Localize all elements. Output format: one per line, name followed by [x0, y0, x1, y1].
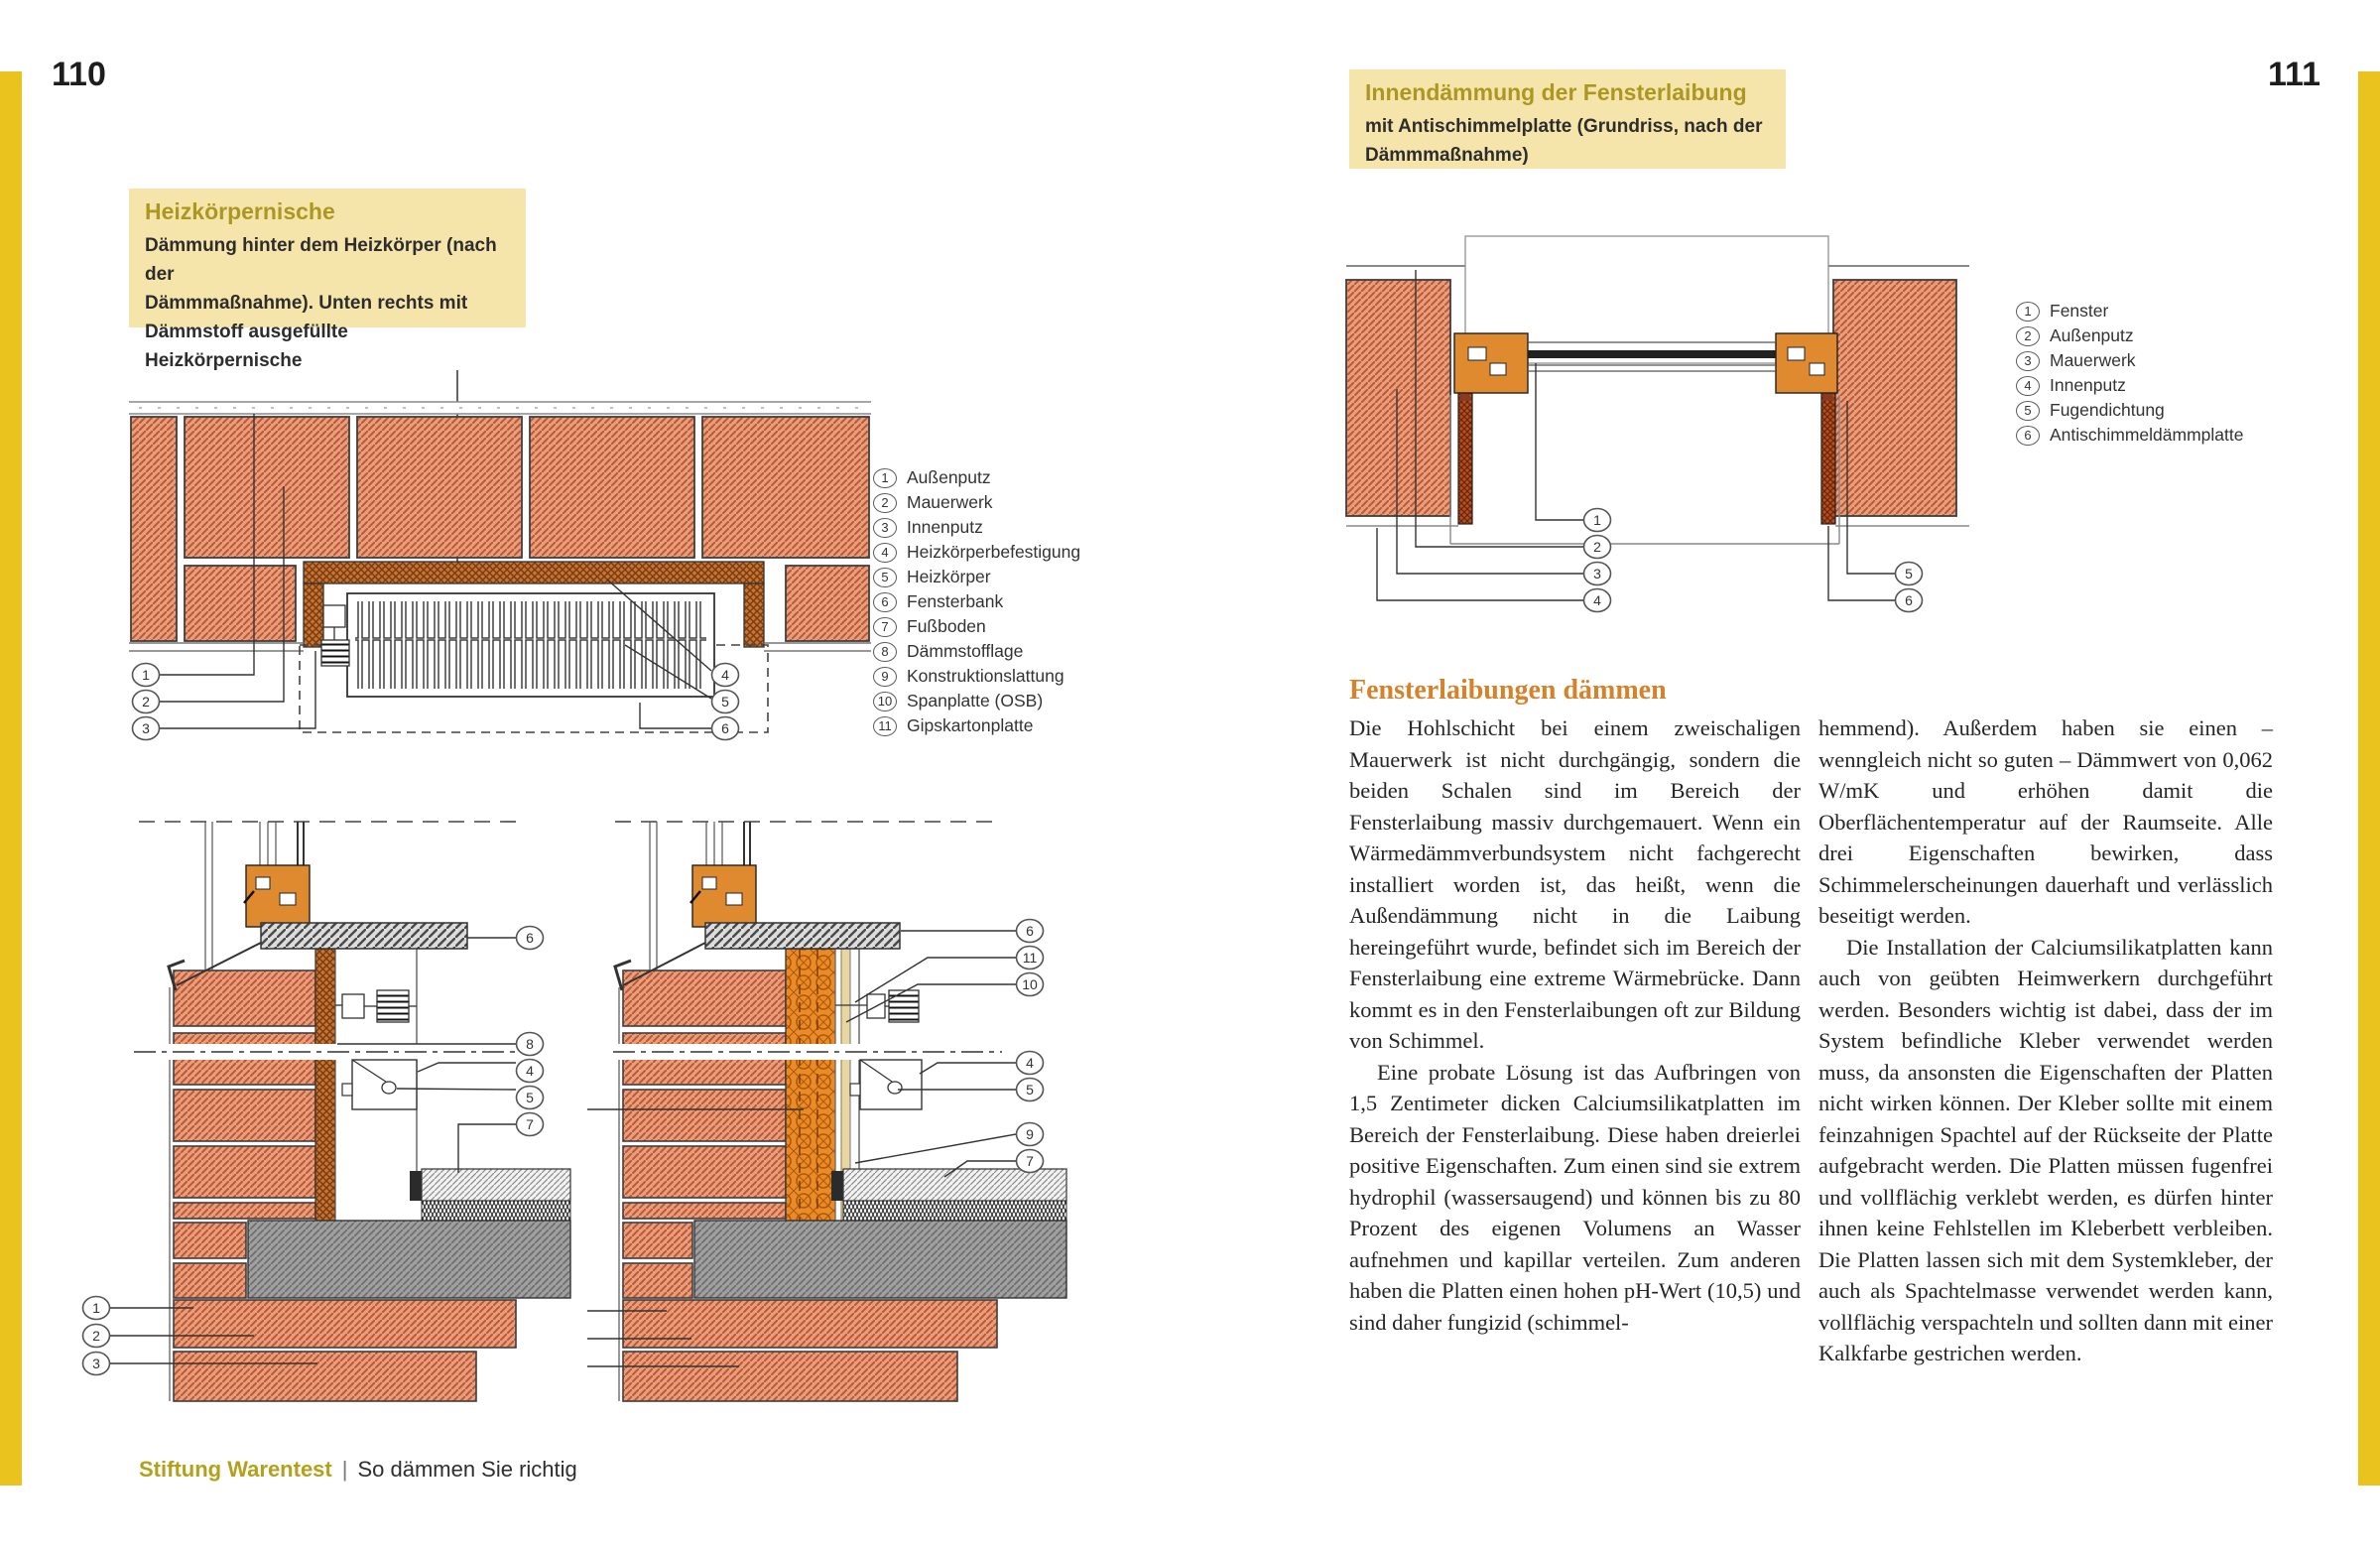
page-number-right: 111	[2268, 56, 2320, 93]
break-line	[134, 1044, 516, 1060]
footer-book-title: So dämmen Sie richtig	[357, 1457, 577, 1482]
diagram-radiator-niche-plan	[124, 362, 878, 749]
callout-number: 2	[142, 693, 150, 710]
legend-label: Antischimmeldämmplatte	[2050, 425, 2244, 445]
outer-plaster-band	[129, 402, 871, 414]
caption-line: Dämmstoff ausgefüllte Heizkörpernische	[145, 322, 348, 371]
caption-line: Dämmmaßnahme). Unten rechts mit	[145, 293, 468, 314]
paragraph: Die Hohlschicht bei einem zweischaligen Mauerwerk ist nicht durchgängig, sondern die beiden Schalen sind im Bereich der Fensterlaibung massiv durchgemauert. Wenn ein Wärmedämmverbundsystem nicht fachgerecht installiert worden ist, das heißt, wenn die Außendämmung nicht in die Laibung hereingeführt wurde, befindet sich im Bereich der Fensterlaibung eine extreme Wärmebrücke. Dann kommt es in den Fensterlaibungen oft zur Bildung von Schimmel.	[1349, 715, 1801, 1053]
paragraph: hemmend). Außerdem haben sie einen – wenngleich nicht so guten – Dämmwert von 0,062 W/mK und erhöhen damit die Oberflächentemperatur auf der Raumseite. Alle drei Eigenschaften bewirken, dass Schimmelerscheinungen dauerhaft und verlässlich beseitigt werden.	[1818, 715, 2273, 928]
legend-label: Heizkörper	[907, 567, 991, 586]
legend-number: 7	[873, 617, 897, 637]
masonry-below	[174, 1300, 516, 1401]
caption-line: mit Antischimmelplatte (Grundriss, nach der	[1365, 116, 1763, 137]
callout-number: 6	[526, 929, 534, 946]
callout-number: 4	[526, 1062, 534, 1079]
legend-number: 8	[873, 642, 897, 662]
legend-label: Dämmstofflage	[907, 641, 1024, 661]
legend-label: Innenputz	[907, 517, 983, 537]
callout-number: 4	[721, 666, 729, 683]
callout-number: 5	[721, 693, 729, 710]
legend-item	[2016, 398, 2243, 423]
legend-number: 3	[873, 518, 897, 538]
window-frame	[244, 865, 310, 927]
legend-item	[873, 515, 1080, 540]
legend-item	[873, 664, 1080, 689]
legend-number: 9	[873, 667, 897, 687]
callout-number: 9	[1026, 1125, 1034, 1142]
legend-right-page	[2016, 299, 2243, 448]
legend-number: 1	[2016, 302, 2040, 322]
caption-title: Heizkörpernische	[145, 198, 335, 224]
legend-item	[873, 689, 1080, 713]
callout-circles	[1584, 509, 1923, 612]
footer-separator: |	[341, 1457, 348, 1482]
legend-label: Mauerwerk	[907, 492, 993, 512]
callout-number: 7	[526, 1115, 534, 1132]
paragraph: Eine probate Lösung ist das Aufbringen von 1,5 Zentimeter dicken Calciumsilikatplatten im Bereich der Fensterlaibung. Diese haben dreierlei positive Eigenschaften. Zum einen sind sie extrem hydrophil (wassersaugend) und können bis zu 80 Prozent des eigenen Volumens an Wasser aufnehmen und kapillar verteilen. Zum anderen haben die Platten einen hohen pH-Wert (10,5) und sind daher fungizid (schimmel-	[1349, 1059, 1801, 1335]
callout-number: 11	[1022, 949, 1038, 966]
radiator-valve	[335, 990, 417, 1022]
accent-bar-right	[2358, 71, 2380, 1486]
callout-number: 1	[1593, 511, 1601, 528]
caption-title: Innendämmung der Fensterlaibung	[1365, 79, 1747, 105]
legend-label: Mauerwerk	[2050, 350, 2136, 370]
caption-box-window-reveal	[1349, 69, 1786, 169]
legend-item	[2016, 348, 2243, 373]
antimold-plates	[1458, 387, 1835, 524]
legend-item	[2016, 299, 2243, 323]
legend-number: 1	[873, 468, 897, 488]
legend-label: Außenputz	[907, 467, 991, 487]
callout-number: 3	[92, 1355, 100, 1371]
legend-item	[2016, 373, 2243, 398]
legend-number: 4	[873, 543, 897, 563]
callout-number: 6	[1026, 922, 1034, 939]
radiator-bracket-plate	[850, 1060, 922, 1109]
page-number-left: 110	[52, 56, 106, 93]
callout-number: 4	[1593, 591, 1601, 608]
accent-bar-left	[0, 71, 22, 1486]
callout-number: 2	[92, 1327, 100, 1344]
caption-line: Dämmmaßnahme)	[1365, 145, 1529, 166]
legend-number: 5	[873, 568, 897, 587]
radiator-bracket-plate	[342, 1060, 417, 1109]
legend-label: Innenputz	[2050, 375, 2126, 395]
legend-number: 2	[2016, 326, 2040, 346]
callout-number: 1	[92, 1299, 100, 1316]
legend-item	[2016, 423, 2243, 448]
callout-number: 5	[526, 1089, 534, 1105]
masonry-below	[623, 1300, 997, 1401]
radiator	[347, 593, 714, 697]
callout-number: 3	[142, 719, 150, 736]
callout-number: 10	[1022, 975, 1038, 992]
legend-label: Außenputz	[2050, 325, 2134, 345]
legend-item	[873, 540, 1080, 565]
caption-box-radiator-niche	[129, 189, 526, 371]
legend-label: Spanplatte (OSB)	[907, 691, 1044, 711]
legend-number: 10	[873, 692, 897, 711]
callout-number: 7	[1026, 1152, 1034, 1169]
paragraph: Die Installation der Calciumsilikatplatten kann auch von geübten Heimwerkern durchgeführt werden. Besonders wichtig ist dabei, dass der im System befindliche Kleber verwendet werden muss, da ansonsten die Eigenschaften der Platten nicht wirken können. Der Kleber sollte mit einem feinzahnigen Spachtel auf der Rückseite der Platte aufgebracht werden. Die Platten müssen fugenfrei und vollflächig verklebt werden, es dürfen hinter ihnen keine Fehlstellen im Kleberbett verbleiben. Die Platten lassen sich mit dem Systemkleber, der auch als Spachtelmasse verwendet werden kann, vollflächig verspachteln und sollten dann mit einer Kalkfarbe gestrichen werden.	[1818, 934, 2273, 1365]
article-heading: Fensterlaibungen dämmen	[1349, 675, 1667, 706]
page-footer	[139, 1457, 577, 1483]
legend-label: Konstruktionslattung	[907, 666, 1065, 686]
diagram-section-after	[585, 814, 1071, 1419]
legend-item	[873, 490, 1080, 515]
legend-number: 6	[2016, 426, 2040, 446]
window-frame	[690, 865, 756, 927]
callout-number: 1	[142, 666, 150, 683]
legend-label: Fugendichtung	[2050, 400, 2165, 420]
caption-line: Dämmung hinter dem Heizkörper (nach der	[145, 235, 497, 285]
legend-label: Gipskartonplatte	[907, 715, 1034, 735]
article-column-1	[1349, 712, 1801, 1338]
article-column-2	[1818, 712, 2273, 1369]
legend-label: Fußboden	[907, 616, 986, 636]
diagram-section-before	[84, 814, 575, 1409]
break-line	[613, 1044, 1002, 1060]
callout-circles	[1017, 920, 1044, 1173]
legend-number: 4	[2016, 376, 2040, 396]
legend-number: 6	[873, 592, 897, 612]
legend-item	[873, 589, 1080, 614]
legend-label: Heizkörperbefestigung	[907, 542, 1081, 562]
legend-item	[873, 639, 1080, 664]
diagram-window-reveal-plan	[1339, 228, 1974, 620]
legend-label: Fenster	[2050, 301, 2109, 321]
callout-number: 5	[1905, 565, 1913, 582]
callout-number: 4	[1026, 1054, 1034, 1071]
callout-number: 2	[1593, 538, 1601, 555]
callout-number: 6	[1905, 591, 1913, 608]
callout-number: 6	[721, 719, 729, 736]
legend-item	[873, 565, 1080, 589]
legend-item	[873, 465, 1080, 490]
radiator-bracket	[321, 605, 349, 666]
footer-brand: Stiftung Warentest	[139, 1457, 332, 1482]
room-zone	[1450, 395, 1839, 544]
callout-number: 5	[1026, 1081, 1034, 1098]
legend-item	[873, 614, 1080, 639]
legend-number: 3	[2016, 351, 2040, 371]
legend-left-page	[873, 465, 1080, 738]
legend-number: 11	[873, 716, 897, 736]
legend-number: 5	[2016, 401, 2040, 421]
legend-item	[873, 713, 1080, 738]
legend-number: 2	[873, 493, 897, 513]
callout-number: 8	[526, 1035, 534, 1052]
legend-label: Fensterbank	[907, 591, 1004, 611]
legend-item	[2016, 323, 2243, 348]
callout-number: 3	[1593, 565, 1601, 582]
